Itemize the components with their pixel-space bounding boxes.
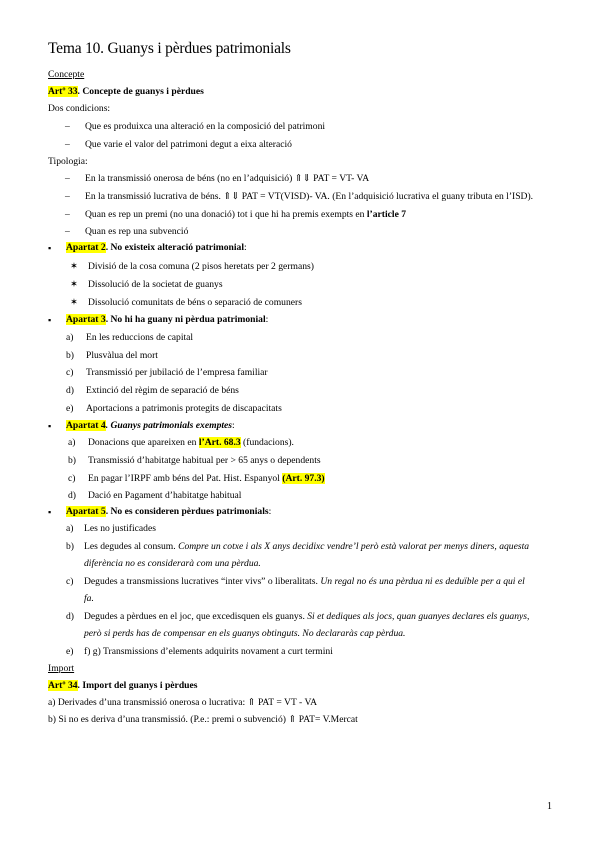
- apartat-2-item-1: ✶ Divisió de la cosa comuna (2 pisos heretats per 2 germans): [70, 261, 314, 272]
- apartat-5-item-e: e) f) g) Transmissions d’elements adquirits novament a curt termini: [66, 646, 333, 657]
- apartat-5-item-a: a) Les no justificades: [66, 523, 156, 534]
- page-number: 1: [547, 801, 552, 812]
- square-bullet-icon: ▪: [48, 507, 52, 517]
- article-33-heading: [48, 86, 204, 98]
- tipologia-item-1: – En la transmissió onerosa de béns (no en l’adquisició) ⇑⇓ PAT = VT- VA: [65, 173, 370, 184]
- apartat-3-item-a: a) En les reduccions de capital: [66, 332, 194, 343]
- square-bullet-icon: ▪: [48, 243, 52, 253]
- star-bullet-icon: ✶: [70, 279, 79, 290]
- apartat-5-item-c-cont: fa.: [84, 593, 94, 604]
- document-page: Tema 10. Guanys i pèrdues patrimonials Concepte Artº 33. Concepte de guanys i pèrdues Dos condicions: – Que es produixca una alteració en la composició del patrimoni – Que varie el valor del patrimoni degut a eixa alteració Tipologia: – En la transmissió onerosa de béns (no en l’adquisició) ⇑⇓ PAT = VT- VA – En la transmissió lucrativa de béns. ⇑⇓ PAT = VT(VISD)- VA. (En l’adquisició lucrativa el guany tributa en l’ISD). – Quan es rep un premi (no una donació) tot i que hi ha premis exempts en l’article 7 – Quan es rep una subvenció ▪ Apartat 2. No existeix alteració patrimonial: ✶ Divisió de la cosa comuna (2 pisos heretats per 2 germans) ✶ Dissolució de la societat de guanys ✶ Dissolució comunitats de béns o separació de comuners ▪ Apartat 3. No hi ha guany ni pèrdua patrimonial: a) En les reduccions de capital b) Plusvàlua del mort c) Transmissió per jubilació de l’empresa familiar d) Extinció del règim de separació de béns e) Aportacions a patrimonis protegits de discapacitats ▪ Apartat 4. Guanys patrimonials exemptes: a) Donacions que apareixen en l’Art. 68.3 (fundacions). b) Transmissió d’habitatge habitual per > 65 anys o dependents c) En pagar l’IRPF amb béns del Pat. Hist. Espanyol (Art. 97.3) d) Dació en Pagament d’habitatge habitual ▪ Apartat 5. No es consideren pèrdues patrimonials: a) Les no justificades b) Les degudes al consum. Compre un cotxe i als X anys decidixc vendre’l però està valorat per menys diners, aquesta diferència no es considerarà com una pèrdua. c) Degudes a transmissions lucratives “inter vivs” o liberalitats. Un regal no és una pèrdua ni es deduïble per a qui el fa. d) Degudes a pèrdues en el joc, que excedisquen els guanys. Si et dediques als jocs, quan guanyes declares els guanys, però si perds has de compensar en els guanys obtinguts. No declararàs cap pèrdua. e) f) g) Transmissions d’elements adquirits novament a curt termini Import Artº 34. Import del guanys i pèrdues a) Derivades d’una transmissió onerosa o lucrativa: ⇑ PAT = VT - VA b) Si no es deriva d’una transmissió. (P.e.: premi o subvenció) ⇑ PAT= V.Mercat 1: [48, 40, 552, 812]
- apartat-5-item-d: d) Degudes a pèrdues en el joc, que excedisquen els guanys. Si et dediques als jocs, quan guanyes declares els guanys,: [66, 611, 530, 622]
- square-bullet-icon: ▪: [48, 315, 52, 325]
- star-bullet-icon: ✶: [70, 297, 79, 308]
- article-33-title: . Concepte de guanys i pèrdues: [77, 86, 204, 97]
- page-title: Tema 10. Guanys i pèrdues patrimonials: [48, 40, 291, 57]
- apartat-3-item-b: b) Plusvàlua del mort: [66, 350, 158, 361]
- apartat-4-item-b: b) Transmissió d’habitatge habitual per > 65 anys o dependents: [68, 455, 321, 466]
- apartat-2-item-3: ✶ Dissolució comunitats de béns o separació de comuners: [70, 297, 302, 308]
- square-bullet-icon: ▪: [48, 421, 52, 431]
- apartat-5-item-b-cont: diferència no es considerarà com una pèrdua.: [84, 558, 261, 569]
- tipologia-label: Tipologia:: [48, 156, 88, 167]
- apartat-3-item-c: c) Transmissió per jubilació de l’empresa familiar: [66, 367, 268, 378]
- section-heading-import: Import: [48, 663, 75, 674]
- apartat-5-item-d-cont: però si perds has de compensar en els guanys obtinguts. No declararàs cap pèrdua.: [84, 628, 406, 639]
- apartat-5-item-c: c) Degudes a transmissions lucratives “inter vivs” o liberalitats. Un regal no és una pèrdua ni es deduïble per a qui el: [66, 576, 525, 587]
- apartat-4-item-c: c) En pagar l’IRPF amb béns del Pat. Hist. Espanyol (Art. 97.3): [68, 473, 325, 484]
- condition-1: – Que es produixca una alteració en la composició del patrimoni: [65, 121, 326, 132]
- apartat-3-item-e: e) Aportacions a patrimonis protegits de discapacitats: [66, 403, 282, 414]
- tipologia-item-4: – Quan es rep una subvenció: [65, 226, 189, 237]
- section-heading-concepte: Concepte: [48, 69, 85, 80]
- apartat-4-item-a: a) Donacions que apareixen en l’Art. 68.3 (fundacions).: [68, 437, 294, 448]
- import-item-a: a) Derivades d’una transmissió onerosa o lucrativa: ⇑ PAT = VT - VA: [48, 697, 318, 708]
- apartat-2-item-2: ✶ Dissolució de la societat de guanys: [70, 279, 223, 290]
- tipologia-item-3: – Quan es rep un premi (no una donació) tot i que hi ha premis exempts en l’article 7: [65, 209, 407, 220]
- article-33-ref: Artº 33: [48, 86, 78, 97]
- star-bullet-icon: ✶: [70, 261, 79, 272]
- condition-2: – Que varie el valor del patrimoni degut a eixa alteració: [65, 139, 292, 150]
- tipologia-item-2: – En la transmissió lucrativa de béns. ⇑⇓ PAT = VT(VISD)- VA. (En l’adquisició lucrativa el guany tributa en l’ISD).: [65, 191, 534, 202]
- apartat-4-item-d: d) Dació en Pagament d’habitatge habitual: [68, 490, 242, 501]
- article-34-heading: Artº 34. Import del guanys i pèrdues: [48, 680, 198, 691]
- apartat-3-item-d: d) Extinció del règim de separació de béns: [66, 385, 239, 396]
- apartat-5-item-b: b) Les degudes al consum. Compre un cotxe i als X anys decidixc vendre’l però està valorat per menys diners, aquesta: [66, 541, 530, 552]
- dos-condicions-label: Dos condicions:: [48, 103, 111, 114]
- import-item-b: b) Si no es deriva d’una transmissió. (P.e.: premi o subvenció) ⇑ PAT= V.Mercat: [48, 714, 358, 725]
